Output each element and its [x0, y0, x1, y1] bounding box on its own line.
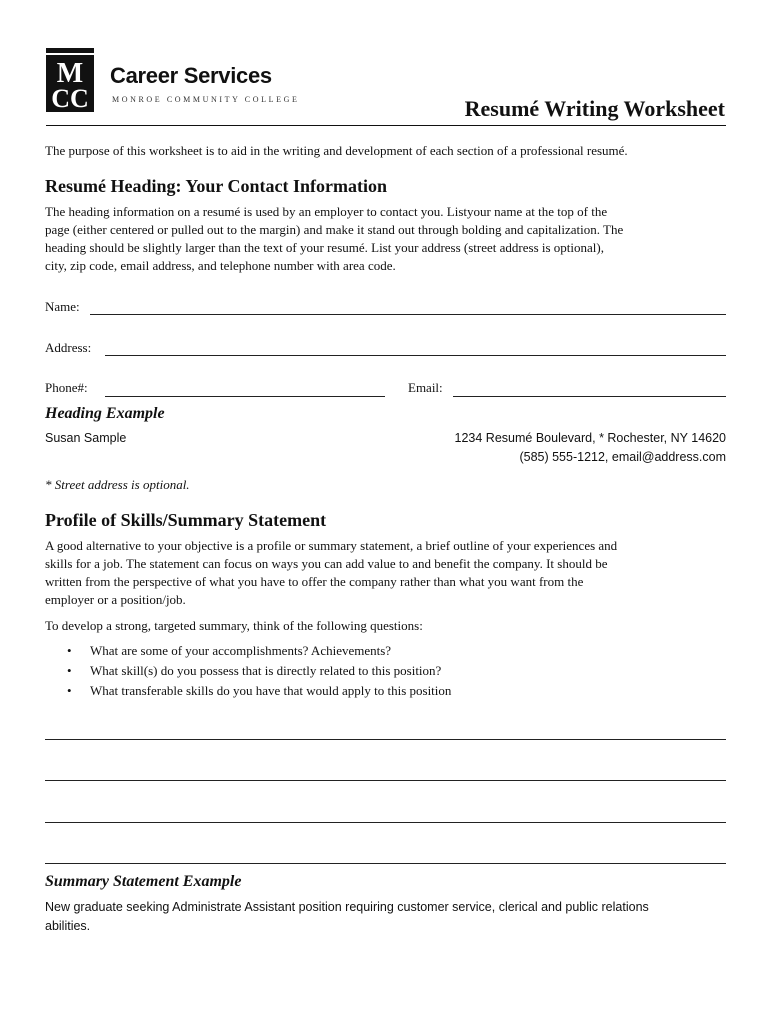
paragraph-line: written from the perspective of what you have to offer the company rather than what you want from the	[45, 574, 584, 589]
name-label: Name:	[45, 299, 80, 314]
paragraph-line: employer or a position/job.	[45, 592, 186, 607]
street-address-note: * Street address is optional.	[45, 477, 190, 492]
question-text: What are some of your accomplishments? Achievements?	[90, 643, 392, 658]
question-text: What skill(s) do you possess that is directly related to this position?	[90, 663, 442, 678]
paragraph-line: page (either centered or pulled out to the margin) and make it stand out through bolding and capitalization. The	[45, 222, 624, 237]
bullet-icon: •	[67, 663, 72, 678]
section-heading-contact: Resumé Heading: Your Contact Information	[45, 176, 387, 196]
email-input-line[interactable]	[453, 396, 726, 397]
summary-writing-line[interactable]	[45, 863, 726, 864]
brand-title: Career Services	[110, 63, 272, 88]
example-line: abilities.	[45, 919, 91, 933]
purpose-statement: The purpose of this worksheet is to aid in the writing and development of each section of a professional resumé.	[45, 143, 628, 158]
summary-writing-line[interactable]	[45, 739, 726, 740]
bullet-icon: •	[67, 643, 72, 658]
mcc-logo	[46, 48, 94, 112]
paragraph-line: A good alternative to your objective is a profile or summary statement, a brief outline of your experiences and	[45, 538, 618, 553]
svg-text:CC: CC	[51, 84, 89, 112]
svg-text:M: M	[56, 58, 84, 89]
contact-description	[45, 203, 721, 275]
example-name: Susan Sample	[45, 431, 127, 445]
list-item	[45, 661, 451, 681]
summary-writing-line[interactable]	[45, 822, 726, 823]
paragraph-line: The heading information on a resumé is used by an employer to contact you. Listyour name at the top of the	[45, 204, 608, 219]
email-label: Email:	[408, 380, 443, 395]
list-item	[45, 681, 451, 701]
list-item	[45, 641, 451, 661]
header-divider	[46, 125, 726, 126]
phone-input-line[interactable]	[105, 396, 385, 397]
document-title: Resumé Writing Worksheet	[464, 96, 725, 121]
paragraph-line: city, zip code, email address, and telephone number with area code.	[45, 258, 396, 273]
section-heading-profile: Profile of Skills/Summary Statement	[45, 510, 327, 530]
questions-intro: To develop a strong, targeted summary, think of the following questions:	[45, 618, 423, 633]
phone-label: Phone#:	[45, 380, 88, 395]
address-label: Address:	[45, 340, 92, 355]
example-contact: (585) 555-1212, email@address.com	[519, 450, 726, 464]
address-input-line[interactable]	[105, 355, 726, 356]
question-list	[45, 641, 451, 701]
summary-writing-line[interactable]	[45, 780, 726, 781]
paragraph-line: skills for a job. The statement can focus on ways you can add value to and benefit the company. It should be	[45, 556, 608, 571]
heading-example-title: Heading Example	[45, 405, 165, 422]
brand-subtitle: MONROE COMMUNITY COLLEGE	[112, 95, 300, 104]
profile-description	[45, 537, 721, 609]
question-text: What transferable skills do you have that would apply to this position	[90, 683, 452, 698]
summary-example-title: Summary Statement Example	[45, 873, 242, 890]
name-input-line[interactable]	[90, 314, 726, 315]
paragraph-line: heading should be slightly larger than the text of your resumé. List your address (street address is optional),	[45, 240, 604, 255]
bullet-icon: •	[67, 683, 72, 698]
example-address: 1234 Resumé Boulevard, * Rochester, NY 14620	[454, 431, 726, 445]
summary-example-text	[45, 898, 735, 936]
example-line: New graduate seeking Administrate Assistant position requiring customer service, clerical and public relations	[45, 900, 649, 914]
